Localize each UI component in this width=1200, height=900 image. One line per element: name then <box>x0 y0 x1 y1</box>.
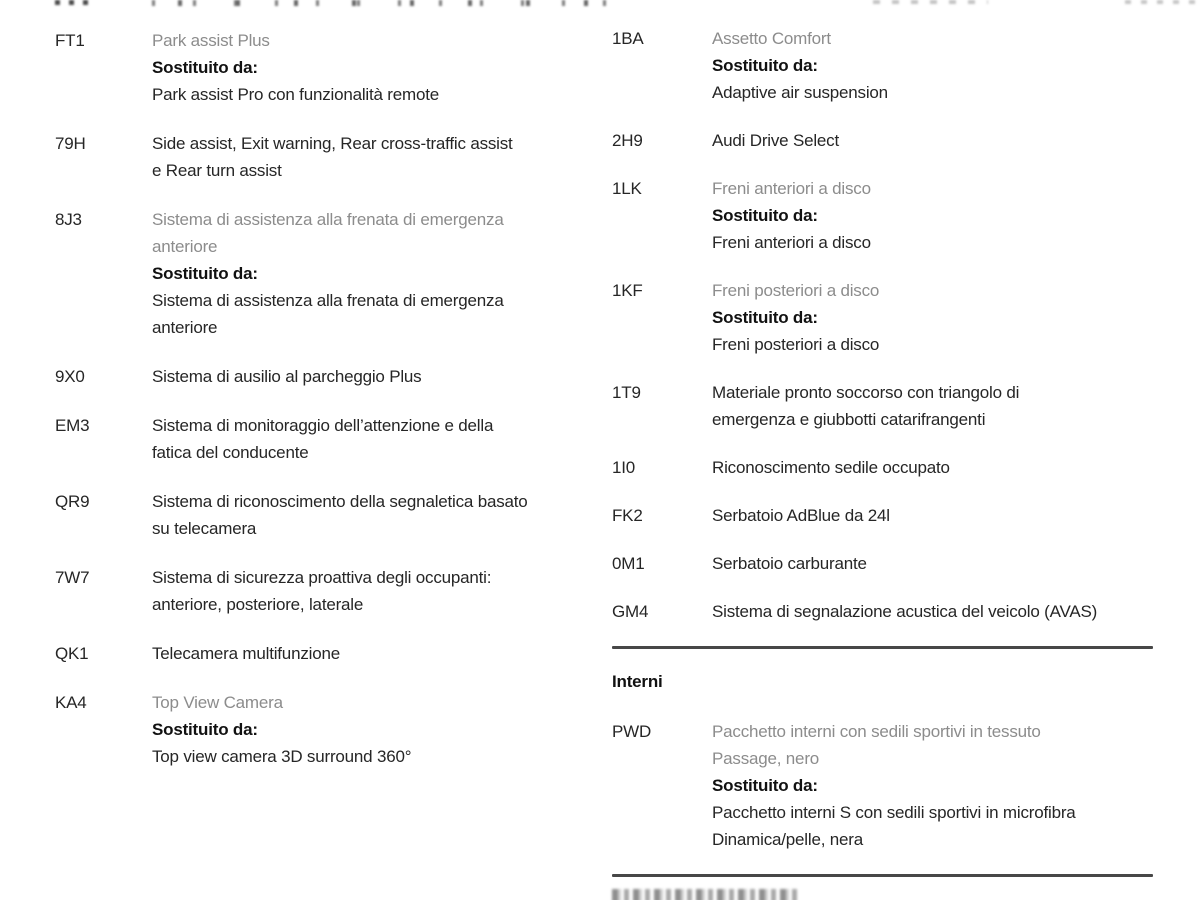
option-line: anteriore <box>152 237 218 256</box>
option-line: fatica del conducente <box>152 443 309 462</box>
section-divider <box>612 874 1153 877</box>
option-code: 1T9 <box>612 383 641 402</box>
option-code: FT1 <box>55 31 85 50</box>
option-line: Freni posteriori a disco <box>712 335 880 354</box>
clipped-text-remnant <box>873 0 988 4</box>
option-description <box>712 718 1153 853</box>
option-line: Pacchetto interni con sedili sportivi in tessuto <box>712 722 1041 741</box>
option-row-1t9 <box>612 379 1153 433</box>
option-line: Sistema di riconoscimento della segnaletica basato <box>152 492 528 511</box>
option-line: anteriore <box>152 318 218 337</box>
option-line: Assetto Comfort <box>712 29 831 48</box>
section-title-interni: Interni <box>612 672 663 691</box>
clipped-text-remnant <box>152 0 622 6</box>
option-line: anteriore, posteriore, laterale <box>152 595 364 614</box>
option-code: 2H9 <box>612 131 643 150</box>
option-description <box>712 277 1153 358</box>
options-column-right <box>612 25 1153 900</box>
replaced-by-label: Sostituito da: <box>712 206 818 225</box>
clipped-text-remnant <box>612 889 798 900</box>
option-code: 9X0 <box>55 367 85 386</box>
option-line: Freni posteriori a disco <box>712 281 880 300</box>
replaced-by-label: Sostituito da: <box>152 720 258 739</box>
clipped-text-remnant <box>1125 0 1195 4</box>
option-description <box>712 127 1153 154</box>
option-row-qr9 <box>55 488 590 542</box>
option-line: Park assist Plus <box>152 31 270 50</box>
option-description <box>152 488 590 542</box>
replaced-by-label: Sostituito da: <box>152 264 258 283</box>
option-code: 0M1 <box>612 554 645 573</box>
option-code: KA4 <box>55 693 87 712</box>
option-description <box>712 25 1153 106</box>
option-code: 79H <box>55 134 86 153</box>
option-row-fk2 <box>612 502 1153 529</box>
option-row-qk1 <box>55 640 590 667</box>
option-description <box>712 175 1153 256</box>
option-row-9x0 <box>55 363 590 390</box>
option-row-ft1 <box>55 27 590 108</box>
option-row-gm4 <box>612 598 1153 625</box>
option-line: e Rear turn assist <box>152 161 282 180</box>
option-description <box>152 130 590 184</box>
option-description <box>152 27 590 108</box>
option-row-8j3 <box>55 206 590 341</box>
option-row-79h <box>55 130 590 184</box>
option-line: Adaptive air suspension <box>712 83 888 102</box>
option-row-ka4 <box>55 689 590 770</box>
option-code: FK2 <box>612 506 643 525</box>
option-row-1lk <box>612 175 1153 256</box>
option-description <box>152 363 590 390</box>
replaced-by-label: Sostituito da: <box>152 58 258 77</box>
option-description <box>712 454 1153 481</box>
option-description <box>712 379 1153 433</box>
option-row-7w7 <box>55 564 590 618</box>
option-code: 8J3 <box>55 210 82 229</box>
option-line: Sistema di sicurezza proattiva degli occupanti: <box>152 568 492 587</box>
option-line: Sistema di ausilio al parcheggio Plus <box>152 367 422 386</box>
option-row-0m1 <box>612 550 1153 577</box>
option-line: Freni anteriori a disco <box>712 233 871 252</box>
option-line: Audi Drive Select <box>712 131 839 150</box>
option-code: EM3 <box>55 416 90 435</box>
option-code: 1I0 <box>612 458 636 477</box>
replaced-by-label: Sostituito da: <box>712 308 818 327</box>
option-row-pwd <box>612 718 1153 853</box>
option-description <box>712 598 1153 625</box>
option-line: Passage, nero <box>712 749 820 768</box>
option-line: Serbatoio carburante <box>712 554 867 573</box>
option-line: Top View Camera <box>152 693 283 712</box>
option-code: GM4 <box>612 602 649 621</box>
option-code: QR9 <box>55 492 90 511</box>
option-line: Serbatoio AdBlue da 24l <box>712 506 890 525</box>
option-line: Telecamera multifunzione <box>152 644 340 663</box>
option-line: Sistema di assistenza alla frenata di emergenza <box>152 210 504 229</box>
option-line: Park assist Pro con funzionalità remote <box>152 85 440 104</box>
option-row-2h9 <box>612 127 1153 154</box>
option-description <box>152 412 590 466</box>
option-line: Pacchetto interni S con sedili sportivi in microfibra <box>712 803 1076 822</box>
option-row-1ba <box>612 25 1153 106</box>
option-description <box>712 502 1153 529</box>
section-divider <box>612 646 1153 649</box>
option-line: emergenza e giubbotti catarifrangenti <box>712 410 986 429</box>
option-code: PWD <box>612 722 652 741</box>
option-line: Freni anteriori a disco <box>712 179 871 198</box>
option-line: Side assist, Exit warning, Rear cross-traffic assist <box>152 134 513 153</box>
options-column-left <box>55 27 590 792</box>
option-code: 1KF <box>612 281 643 300</box>
option-line: Dinamica/pelle, nera <box>712 830 863 849</box>
option-line: Sistema di assistenza alla frenata di emergenza <box>152 291 504 310</box>
option-line: Top view camera 3D surround 360° <box>152 747 412 766</box>
option-row-1kf <box>612 277 1153 358</box>
option-line: su telecamera <box>152 519 257 538</box>
option-description <box>152 206 590 341</box>
option-code: 1LK <box>612 179 642 198</box>
option-description <box>152 640 590 667</box>
clipped-text-remnant <box>55 0 91 5</box>
option-line: Sistema di monitoraggio dell’attenzione e della <box>152 416 494 435</box>
option-row-em3 <box>55 412 590 466</box>
option-description <box>152 564 590 618</box>
option-description <box>712 550 1153 577</box>
replaced-by-label: Sostituito da: <box>712 56 818 75</box>
option-line: Riconoscimento sedile occupato <box>712 458 950 477</box>
option-row-1i0 <box>612 454 1153 481</box>
option-code: 1BA <box>612 29 644 48</box>
option-line: Materiale pronto soccorso con triangolo di <box>712 383 1020 402</box>
option-code: QK1 <box>55 644 89 663</box>
option-description <box>152 689 590 770</box>
option-line: Sistema di segnalazione acustica del veicolo (AVAS) <box>712 602 1098 621</box>
option-code: 7W7 <box>55 568 90 587</box>
replaced-by-label: Sostituito da: <box>712 776 818 795</box>
